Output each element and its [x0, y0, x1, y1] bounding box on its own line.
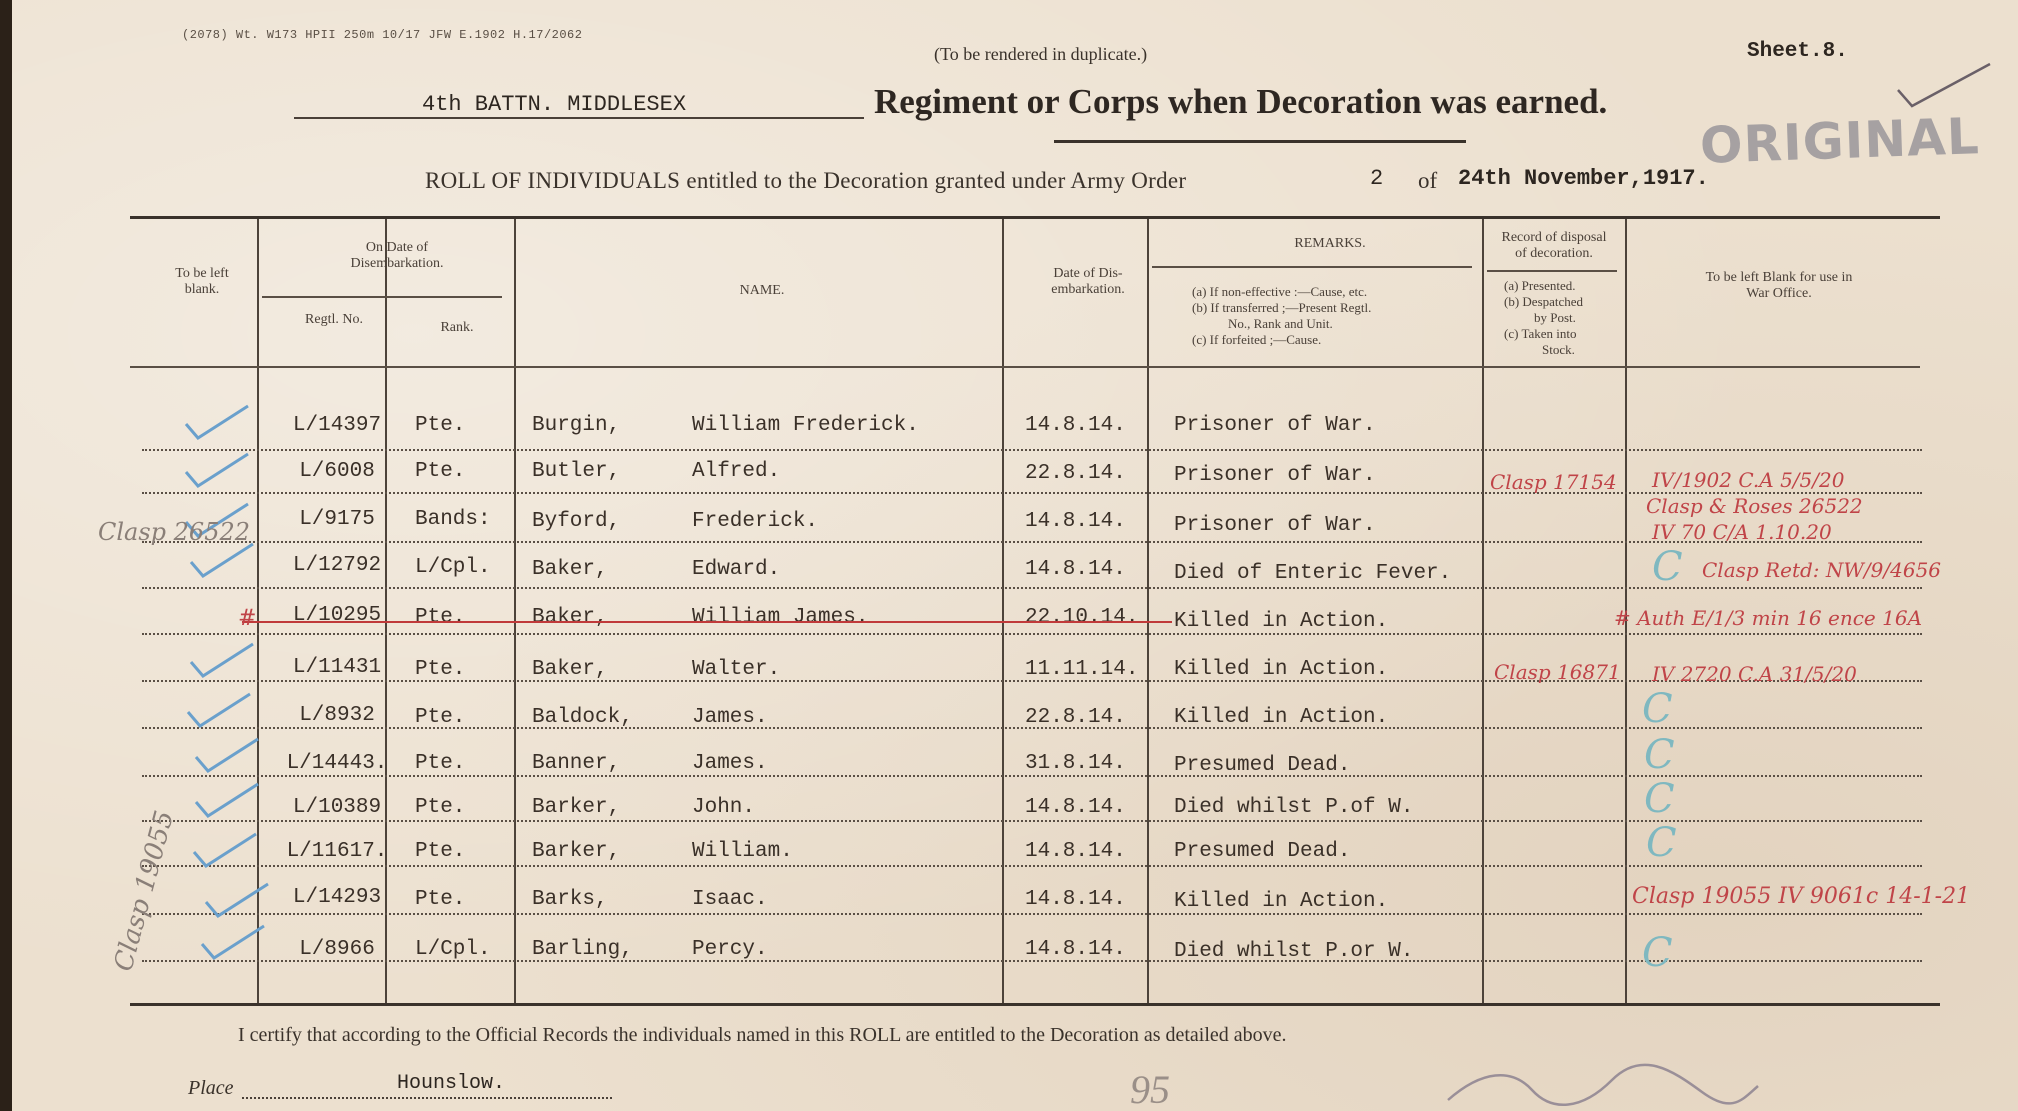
column-divider: [514, 219, 516, 1003]
army-order-of: of: [1418, 168, 1438, 193]
war-office-annotation: IV/1902 C.A 5/5/20: [1652, 468, 1845, 492]
check-mark-icon: [187, 540, 257, 580]
table-row-rank: Bands:: [415, 508, 491, 531]
table-row-regtl-no: L/14397: [292, 414, 382, 437]
table-row-forenames: Alfred.: [692, 460, 781, 483]
col-remarks-header: REMARKS.: [1294, 236, 1366, 251]
col-regtl-no-header: Regtl. No.: [305, 312, 363, 327]
record-option-c-detail: Stock.: [1542, 342, 1575, 357]
check-mark-icon: [182, 402, 252, 442]
table-row-remarks: Prisoner of War.: [1174, 414, 1376, 437]
table-row-remarks: Presumed Dead.: [1174, 754, 1351, 777]
table-row-surname: Baldock,: [532, 706, 633, 729]
heading-rule: [1054, 140, 1466, 143]
c-mark: C: [1642, 930, 1673, 976]
table-row-date: 22.8.14.: [1025, 462, 1126, 485]
page-number: 95: [1130, 1067, 1170, 1111]
war-office-annotation: IV 70 C/A 1.10.20: [1652, 520, 1832, 544]
table-row-rank: Pte.: [415, 752, 466, 775]
col-on-date-header: On Date of Disembarkation.: [350, 240, 444, 271]
subheader-rule: [1152, 266, 1472, 268]
col-date-header: Date of Dis- embarkation.: [1051, 266, 1125, 297]
check-mark-icon: [187, 640, 257, 680]
war-office-annotation: IV 2720 C.A 31/5/20: [1652, 662, 1857, 686]
table-row-rank: Pte.: [415, 606, 466, 629]
table-row-forenames: William James.: [692, 606, 869, 629]
remarks-option-a: (a) If non-effective :—Cause, etc.: [1192, 284, 1368, 299]
c-mark: C: [1652, 544, 1683, 590]
column-divider: [1147, 219, 1149, 1003]
table-row-remarks: Prisoner of War.: [1174, 464, 1376, 487]
strike-through-line: [242, 621, 1172, 623]
table-row-date: 14.8.14.: [1025, 796, 1126, 819]
table-row-date: 14.8.14.: [1025, 840, 1126, 863]
army-order-date: 24th November,1917.: [1458, 166, 1709, 191]
regiment-heading: Regiment or Corps when Decoration was earned.: [874, 82, 1608, 121]
check-mark-icon: [198, 922, 268, 962]
table-row-forenames: Frederick.: [692, 510, 819, 533]
table-row-surname: Burgin,: [532, 414, 621, 437]
signature-icon: [1442, 1060, 1762, 1110]
table-row-surname: Banner,: [532, 752, 621, 775]
war-office-annotation: Clasp Retd: NW/9/4656: [1702, 558, 1942, 582]
table-row-regtl-no: L/12792: [292, 554, 382, 577]
table-row-forenames: William.: [692, 840, 793, 863]
table-row-date: 22.8.14.: [1025, 706, 1126, 729]
battalion-underline: [294, 117, 864, 119]
table-row-date: 14.8.14.: [1025, 938, 1126, 961]
table-row-surname: Barker,: [532, 840, 621, 863]
table-row-remarks: Prisoner of War.: [1174, 514, 1376, 537]
table-row-forenames: James.: [692, 752, 768, 775]
certification-statement: I certify that according to the Official Records the individuals named in this ROLL are entitled to the Decoration as detailed above.: [238, 1024, 1287, 1046]
table-row-date: 22.10.14.: [1025, 606, 1139, 629]
check-mark-icon: [184, 690, 254, 730]
c-mark: C: [1646, 820, 1677, 866]
table-row-forenames: Walter.: [692, 658, 781, 681]
battalion-name: 4th BATTN. MIDDLESEX: [422, 92, 687, 117]
c-mark: C: [1644, 776, 1675, 822]
place-underline: [242, 1097, 612, 1099]
table-row-date: 14.8.14.: [1025, 414, 1126, 437]
record-annotation: Clasp 16871: [1494, 660, 1621, 684]
duplicate-note: (To be rendered in duplicate.): [934, 44, 1148, 64]
table-row-forenames: Isaac.: [692, 888, 768, 911]
place-value: Hounslow.: [397, 1072, 506, 1095]
record-annotation: Clasp 17154: [1490, 470, 1617, 494]
check-mark-icon: [182, 450, 252, 490]
sheet-number: Sheet.8.: [1747, 40, 1848, 63]
table-row-surname: Baker,: [532, 558, 608, 581]
place-label: Place: [188, 1077, 234, 1099]
table-row-surname: Butler,: [532, 460, 621, 483]
table-row-rank: Pte.: [415, 888, 466, 911]
table-row-surname: Baker,: [532, 606, 608, 629]
row-rule: [142, 913, 1922, 915]
check-mark-icon: [1894, 62, 1994, 112]
col-blank-header: To be left blank.: [175, 266, 229, 297]
table-row-regtl-no: L/8932: [299, 704, 375, 727]
table-row-forenames: William Frederick.: [692, 414, 919, 437]
table-row-date: 14.8.14.: [1025, 558, 1126, 581]
subheader-rule: [262, 296, 502, 298]
table-row-regtl-no: L/6008: [299, 460, 375, 483]
table-row-regtl-no: L/11617.: [286, 840, 388, 863]
margin-note: Clasp 19055: [108, 807, 181, 975]
table-row-remarks: Died whilst P.or W.: [1174, 940, 1414, 963]
record-option-c: (c) Taken into: [1504, 326, 1577, 341]
table-row-date: 14.8.14.: [1025, 888, 1126, 911]
table-row-date: 11.11.14.: [1025, 658, 1139, 681]
col-war-office-header: To be left Blank for use in War Office.: [1705, 270, 1853, 301]
table-row-remarks: Died of Enteric Fever.: [1174, 562, 1452, 585]
table-row-surname: Barling,: [532, 938, 633, 961]
remarks-option-b: (b) If transferred ;—Present Regtl.: [1192, 300, 1372, 315]
table-row-regtl-no: L/10295: [292, 604, 382, 627]
check-mark-icon: [192, 780, 262, 820]
col-record-header: Record of disposal of decoration.: [1501, 230, 1607, 261]
table-row-rank: Pte.: [415, 796, 466, 819]
table-row-regtl-no: L/14293: [292, 886, 382, 909]
table-row-rank: Pte.: [415, 658, 466, 681]
table-row-surname: Byford,: [532, 510, 621, 533]
record-option-b: (b) Despatched: [1504, 294, 1584, 309]
table-row-remarks: Killed in Action.: [1174, 706, 1389, 729]
table-row-forenames: John.: [692, 796, 756, 819]
table-row-regtl-no: L/14443.: [286, 752, 388, 775]
war-office-annotation: Clasp & Roses 26522: [1646, 494, 1863, 518]
table-row-forenames: Percy.: [692, 938, 768, 961]
header-bottom-rule: [130, 366, 1920, 368]
table-row-remarks: Killed in Action.: [1174, 658, 1389, 681]
table-row-date: 14.8.14.: [1025, 510, 1126, 533]
hash-mark: #: [238, 606, 257, 631]
check-mark-icon: [202, 880, 272, 920]
check-mark-icon: [192, 735, 262, 775]
table-row-surname: Barks,: [532, 888, 608, 911]
table-bottom-rule: [130, 1003, 1940, 1006]
table-row-rank: L/Cpl.: [415, 938, 491, 961]
table-row-remarks: Died whilst P.of W.: [1174, 796, 1414, 819]
table-row-regtl-no: L/8966: [299, 938, 375, 961]
c-mark: C: [1644, 732, 1675, 778]
record-option-b-detail: by Post.: [1534, 310, 1576, 325]
table-row-rank: Pte.: [415, 840, 466, 863]
table-row-forenames: James.: [692, 706, 768, 729]
row-rule: [142, 633, 1922, 635]
table-row-rank: Pte.: [415, 414, 466, 437]
army-order-number: 2: [1370, 166, 1384, 191]
column-divider: [1482, 219, 1484, 1003]
table-row-surname: Barker,: [532, 796, 621, 819]
table-row-regtl-no: L/11431: [292, 656, 382, 679]
medal-roll-page: [12, 0, 2018, 1111]
row-rule: [142, 449, 1922, 451]
table-row-surname: Baker,: [532, 658, 608, 681]
margin-note: Clasp 26522: [98, 518, 251, 546]
roll-description: ROLL OF INDIVIDUALS entitled to the Decoration granted under Army Order: [425, 168, 1187, 193]
table-row-rank: Pte.: [415, 460, 466, 483]
table-row-remarks: Presumed Dead.: [1174, 840, 1351, 863]
c-mark: C: [1642, 686, 1673, 732]
subheader-rule: [1487, 270, 1617, 272]
table-row-rank: L/Cpl.: [415, 556, 491, 579]
remarks-option-c: (c) If forfeited ;—Cause.: [1192, 332, 1322, 347]
original-stamp: ORIGINAL: [1699, 107, 1981, 175]
table-row-regtl-no: L/9175: [299, 508, 375, 531]
col-name-header: NAME.: [739, 283, 785, 298]
print-reference: (2078) Wt. W173 HPII 250m 10/17 JFW E.1902 H.17/2062: [182, 28, 583, 42]
table-row-date: 31.8.14.: [1025, 752, 1126, 775]
record-option-a: (a) Presented.: [1504, 278, 1576, 293]
column-divider: [1002, 219, 1004, 1003]
war-office-annotation: Clasp 19055 IV 9061c 14-1-21: [1632, 884, 1971, 909]
table-row-remarks: Killed in Action.: [1174, 610, 1389, 633]
war-office-annotation: # Auth E/1/3 min 16 ence 16A: [1614, 606, 1923, 630]
col-rank-header: Rank.: [440, 320, 474, 335]
remarks-option-b-detail: No., Rank and Unit.: [1228, 316, 1333, 331]
table-row-remarks: Killed in Action.: [1174, 890, 1389, 913]
table-row-regtl-no: L/10389: [292, 796, 382, 819]
check-mark-icon: [190, 830, 260, 870]
table-top-rule: [130, 216, 1940, 219]
table-row-forenames: Edward.: [692, 558, 781, 581]
table-row-rank: Pte.: [415, 706, 466, 729]
